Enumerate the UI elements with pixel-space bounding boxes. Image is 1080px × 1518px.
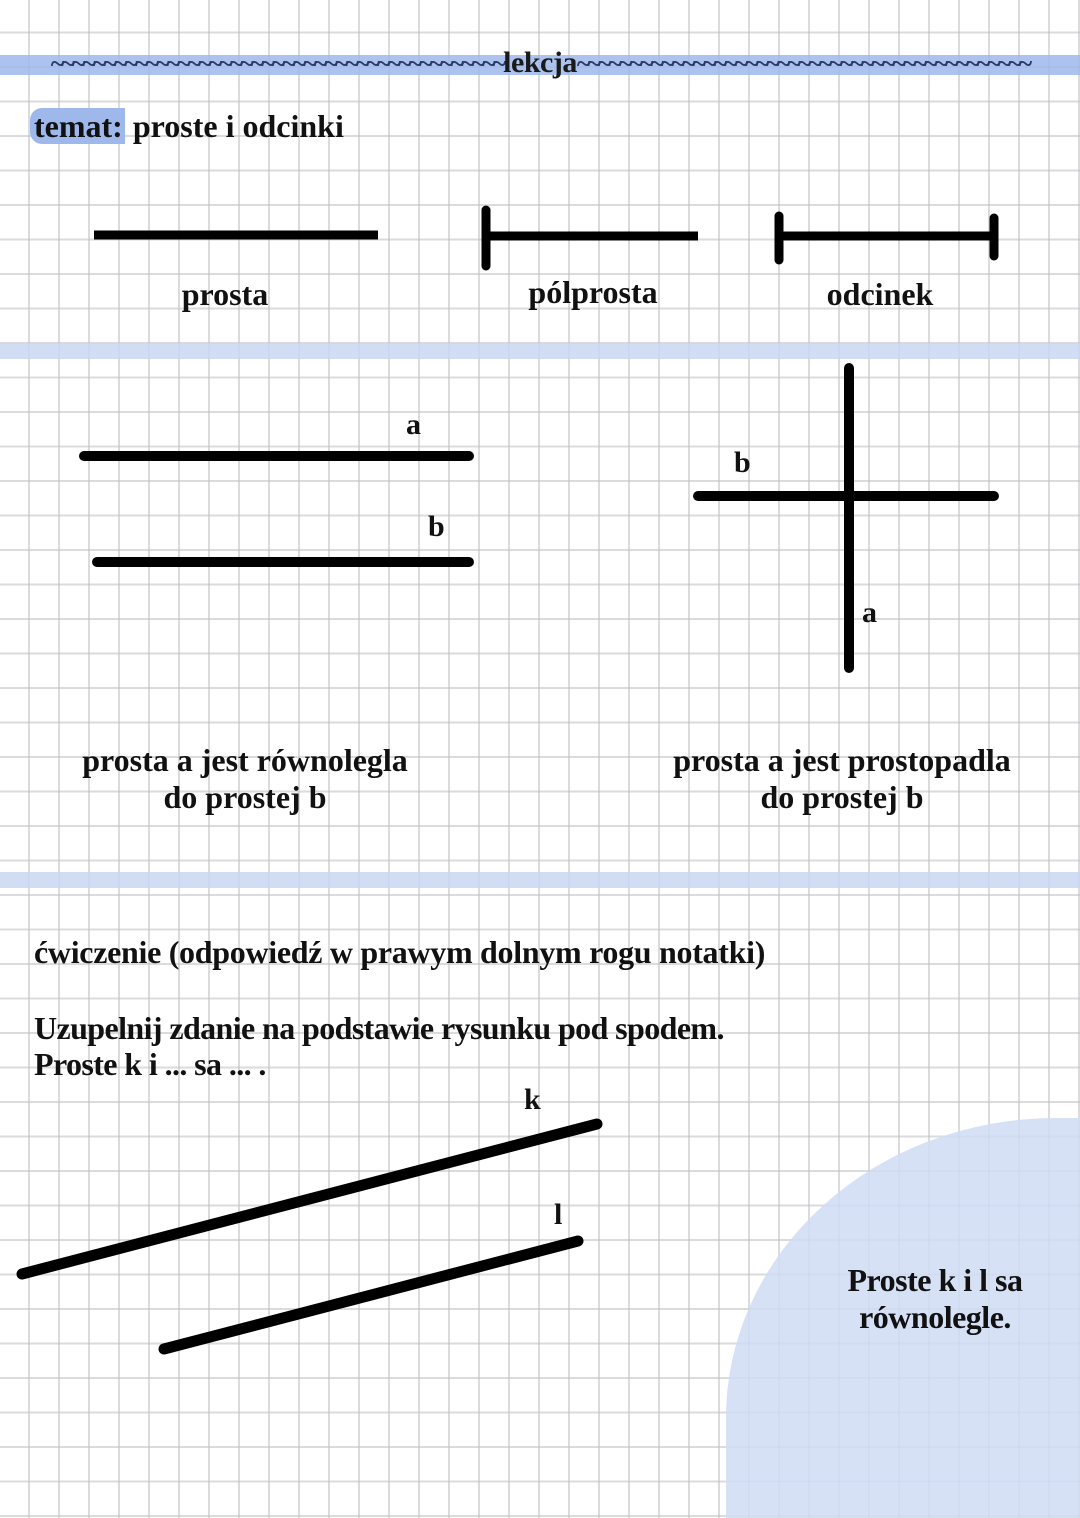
- exercise-prompt: Proste k i ... sa ... .: [34, 1046, 266, 1082]
- label-prosta: prosta: [181, 276, 269, 312]
- exercise-line-l: [164, 1241, 578, 1349]
- label-polprosta: pólprosta: [528, 274, 658, 310]
- perpendicular-label-a: a: [862, 596, 877, 629]
- perpendicular-caption-line2: do prostej b: [760, 779, 924, 815]
- exercise-title: ćwiczenie (odpowiedź w prawym dolnym rogu notatki): [34, 934, 766, 970]
- exercise-line-k: [22, 1124, 597, 1274]
- label-odcinek: odcinek: [826, 276, 934, 312]
- parallel-caption-line1: prosta a jest równolegla: [82, 742, 408, 778]
- header-tildes-left: ~~~~~~~~~~~~~~~~~~~~~~~~~~~~~~~~~~~~~~~~~~~: [50, 49, 504, 78]
- ray-icon: [486, 210, 698, 266]
- parallel-caption-line2: do prostej b: [163, 779, 327, 815]
- header-tildes-right: ~~~~~~~~~~~~~~~~~~~~~~~~~~~~~~~~~~~~~~~~~~~: [576, 49, 1030, 78]
- answer-line1: Proste k i l sa: [847, 1262, 1023, 1298]
- parallel-label-b: b: [428, 510, 445, 543]
- perpendicular-label-b: b: [734, 446, 751, 479]
- segment-icon: [779, 216, 994, 260]
- topic-label: temat:: [30, 108, 125, 144]
- lesson-title: lekcja: [503, 46, 577, 79]
- exercise-instruction: Uzupelnij zdanie na podstawie rysunku pod spodem.: [34, 1010, 724, 1046]
- perpendicular-caption: [617, 742, 1067, 816]
- exercise-label-k: k: [524, 1083, 541, 1116]
- perpendicular-caption-line1: prosta a jest prostopadla: [673, 742, 1011, 778]
- exercise-answer: [800, 1262, 1070, 1336]
- answer-line2: równolegle.: [859, 1299, 1011, 1335]
- parallel-caption: [20, 742, 470, 816]
- exercise-body: [34, 1010, 724, 1082]
- exercise-label-l: l: [554, 1198, 563, 1231]
- topic-value: proste i odcinki: [132, 108, 344, 144]
- parallel-label-a: a: [406, 408, 421, 441]
